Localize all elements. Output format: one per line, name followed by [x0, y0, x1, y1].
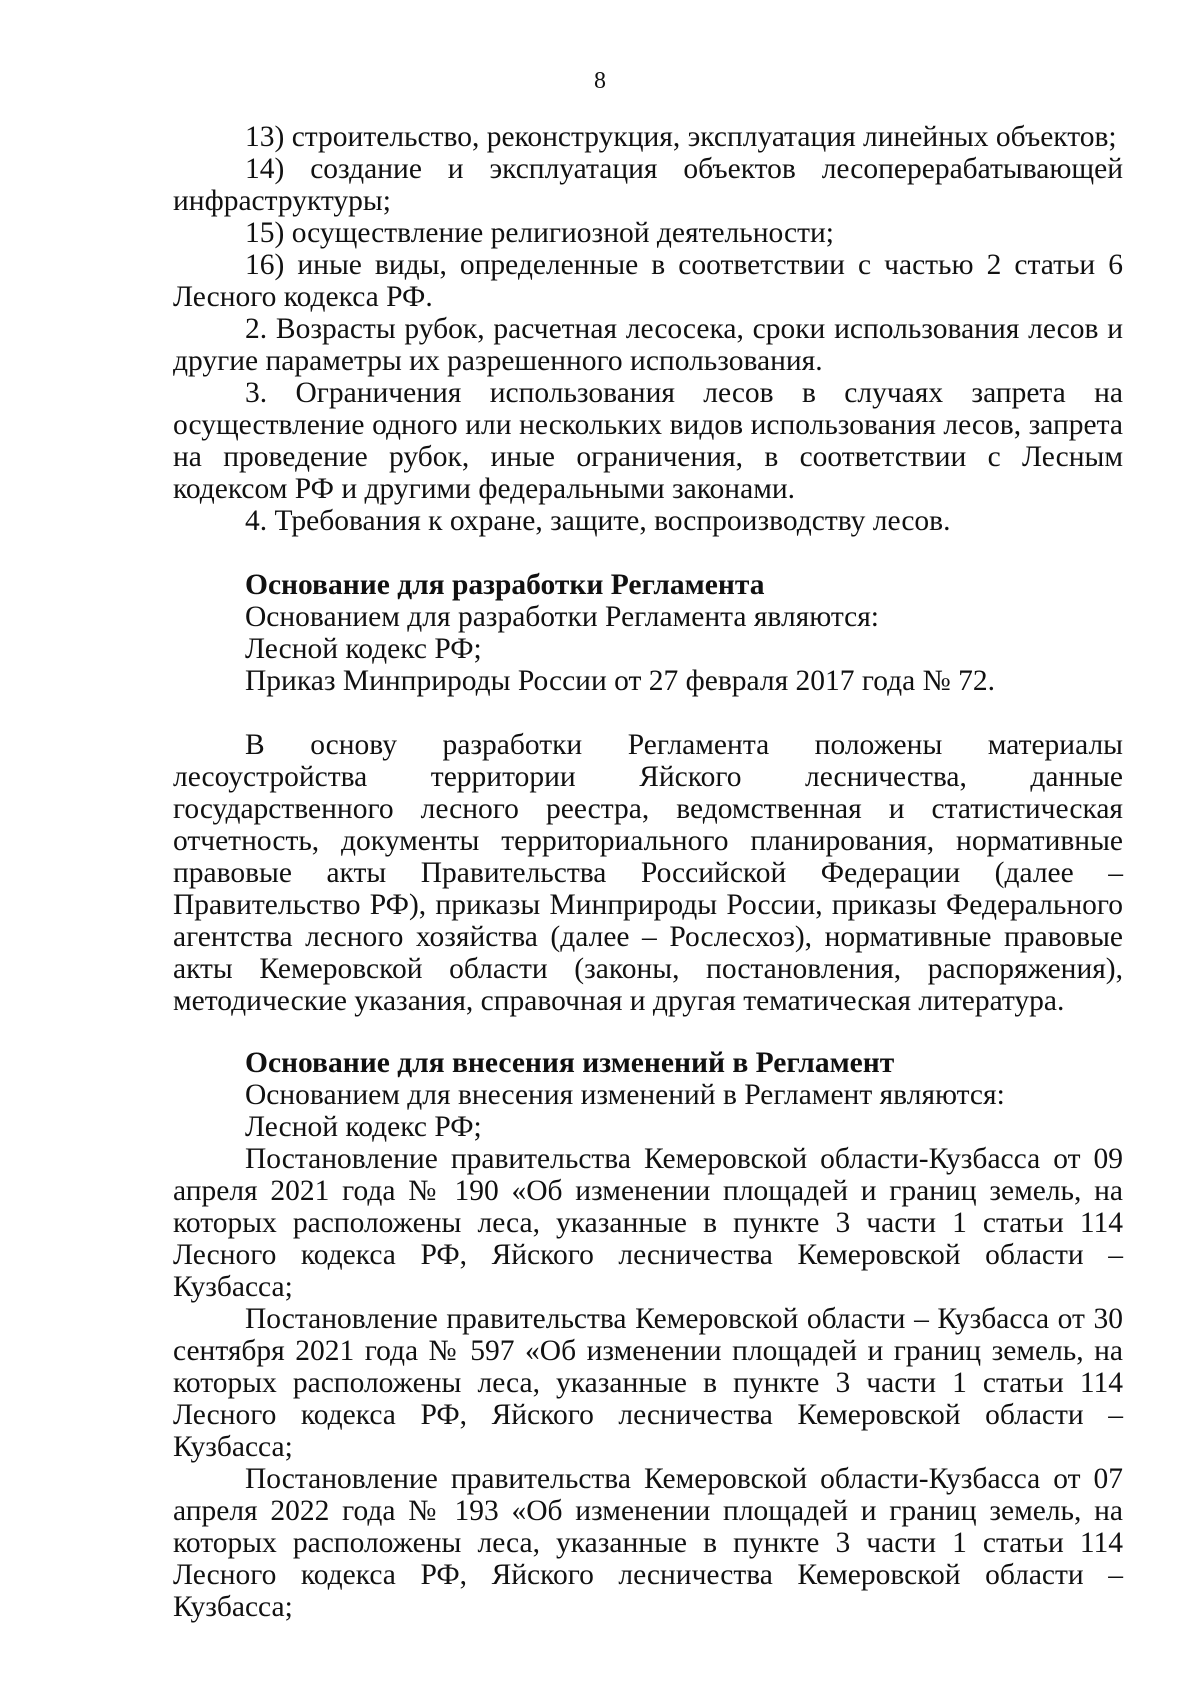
list-item: 16) иные виды, определенные в соответствии с частью 2 статьи 6 Лесного кодекса РФ. — [173, 249, 1123, 313]
numbered-point: 4. Требования к охране, защите, воспроизводству лесов. — [245, 505, 951, 537]
list-item: 13) строительство, реконструкция, эксплуатация линейных объектов; — [245, 121, 1117, 153]
section-spacer — [173, 537, 1123, 569]
numbered-point: 2. Возрасты рубок, расчетная лесосека, сроки использования лесов и другие параметры их разрешенного использования. — [173, 313, 1123, 377]
changes-line: Лесной кодекс РФ; — [245, 1111, 482, 1143]
page-content — [173, 121, 1123, 1623]
list-item: 15) осуществление религиозной деятельности; — [245, 217, 834, 249]
section-spacer — [173, 1017, 1123, 1047]
section-spacer — [173, 697, 1123, 729]
section-heading-basis: Основание для разработки Регламента — [245, 569, 765, 601]
resolution-paragraph: Постановление правительства Кемеровской области – Кузбасса от 30 сентября 2021 года № 597 «Об изменении площадей и границ земель, на которых расположены леса, указанные в пункте 3 части 1 статьи 114 Лесного кодекса РФ, Яйского лесничества Кемеровской области – Кузбасса; — [173, 1303, 1123, 1463]
resolution-paragraph: Постановление правительства Кемеровской области-Кузбасса от 07 апреля 2022 года № 193 «Об изменении площадей и границ земель, на которых расположены леса, указанные в пункте 3 части 1 статьи 114 Лесного кодекса РФ, Яйского лесничества Кемеровской области – Кузбасса; — [173, 1463, 1123, 1623]
materials-paragraph: В основу разработки Регламента положены материалы лесоустройства территории Яйского лесничества, данные государственного лесного реестра, ведомственная и статистическая отчетность, документы территориального планирования, нормативные правовые акты Правительства Российской Федерации (далее – Правительство РФ), приказы Минприроды России, приказы Федерального агентства лесного хозяйства (далее – Рослесхоз), нормативные правовые акты Кемеровской области (законы, постановления, распоряжения), методические указания, справочная и другая тематическая литература. — [173, 729, 1123, 1017]
resolution-paragraph: Постановление правительства Кемеровской области-Кузбасса от 09 апреля 2021 года № 190 «Об изменении площадей и границ земель, на которых расположены леса, указанные в пункте 3 части 1 статьи 114 Лесного кодекса РФ, Яйского лесничества Кемеровской области – Кузбасса; — [173, 1143, 1123, 1303]
basis-line: Лесной кодекс РФ; — [245, 633, 482, 665]
numbered-point: 3. Ограничения использования лесов в случаях запрета на осуществление одного или нескольких видов использования лесов, запрета на проведение рубок, иные ограничения, в соответствии с Лесным кодексом РФ и другими федеральными законами. — [173, 377, 1123, 505]
changes-line: Основанием для внесения изменений в Регламент являются: — [245, 1079, 1005, 1111]
basis-line: Приказ Минприроды России от 27 февраля 2017 года № 72. — [245, 665, 996, 697]
section-heading-changes: Основание для внесения изменений в Регламент — [245, 1047, 895, 1079]
page-number: 8 — [594, 68, 606, 94]
list-item: 14) создание и эксплуатация объектов лесоперерабатывающей инфраструктуры; — [173, 153, 1123, 217]
basis-line: Основанием для разработки Регламента являются: — [245, 601, 880, 633]
